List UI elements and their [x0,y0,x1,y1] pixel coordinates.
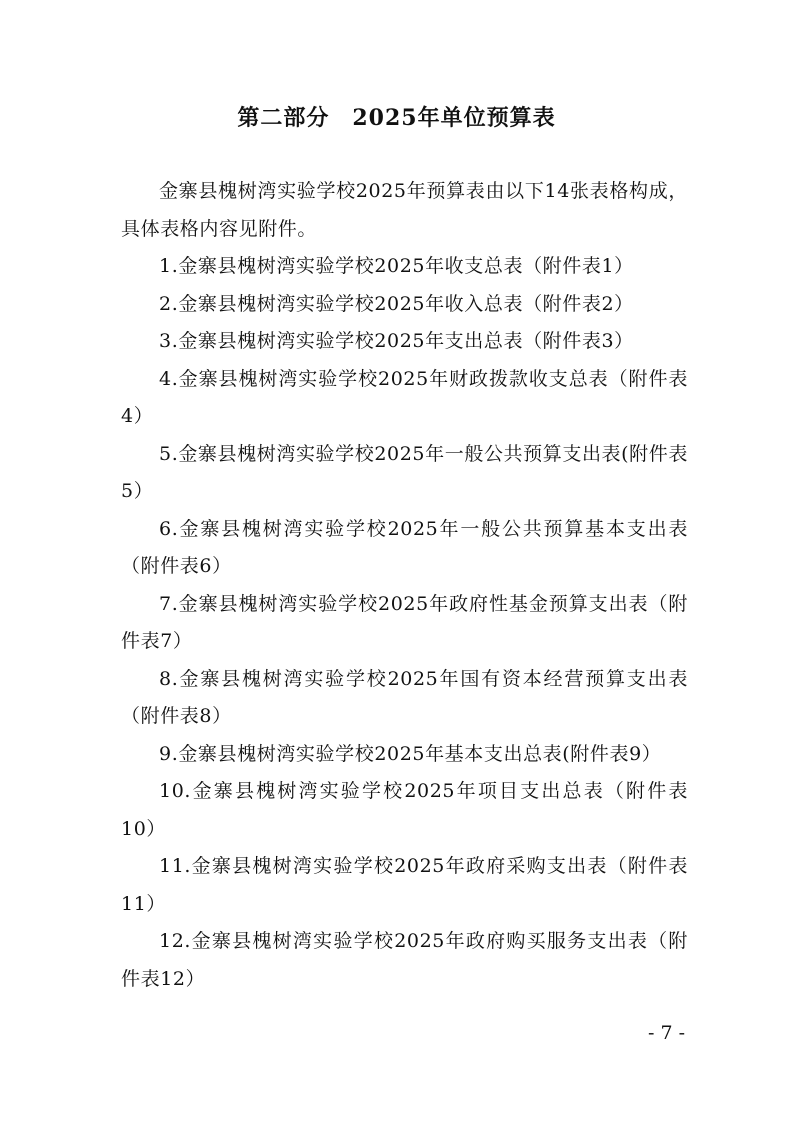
list-item: 11.金寨县槐树湾实验学校2025年政府采购支出表（附件表11） [121,855,688,915]
intro-paragraph: 金寨县槐树湾实验学校2025年预算表由以下14张表格构成，具体表格内容见附件。 [121,180,688,240]
page-title: 第二部分 2025年单位预算表 [237,105,556,131]
document-body [121,173,688,998]
list-item: 5.金寨县槐树湾实验学校2025年一般公共预算支出表(附件表5） [121,442,688,502]
list-item: 7.金寨县槐树湾实验学校2025年政府性基金预算支出表（附件表7） [121,592,688,652]
list-item: 9.金寨县槐树湾实验学校2025年基本支出总表(附件表9） [159,742,662,765]
list-item: 4.金寨县槐树湾实验学校2025年财政拨款收支总表（附件表4） [121,367,688,427]
list-item: 6.金寨县槐树湾实验学校2025年一般公共预算基本支出表（附件表6） [121,517,688,577]
list-item: 10.金寨县槐树湾实验学校2025年项目支出总表（附件表10） [121,780,688,840]
list-item: 3.金寨县槐树湾实验学校2025年支出总表（附件表3） [159,330,634,352]
list-item: 8.金寨县槐树湾实验学校2025年国有资本经营预算支出表（附件表8） [121,667,688,727]
list-item: 1.金寨县槐树湾实验学校2025年收支总表（附件表1） [159,255,634,277]
list-item: 12.金寨县槐树湾实验学校2025年政府购买服务支出表（附件表12） [121,930,688,990]
list-item: 2.金寨县槐树湾实验学校2025年收入总表（附件表2） [159,292,634,315]
page-number: - 7 - [647,1022,685,1044]
